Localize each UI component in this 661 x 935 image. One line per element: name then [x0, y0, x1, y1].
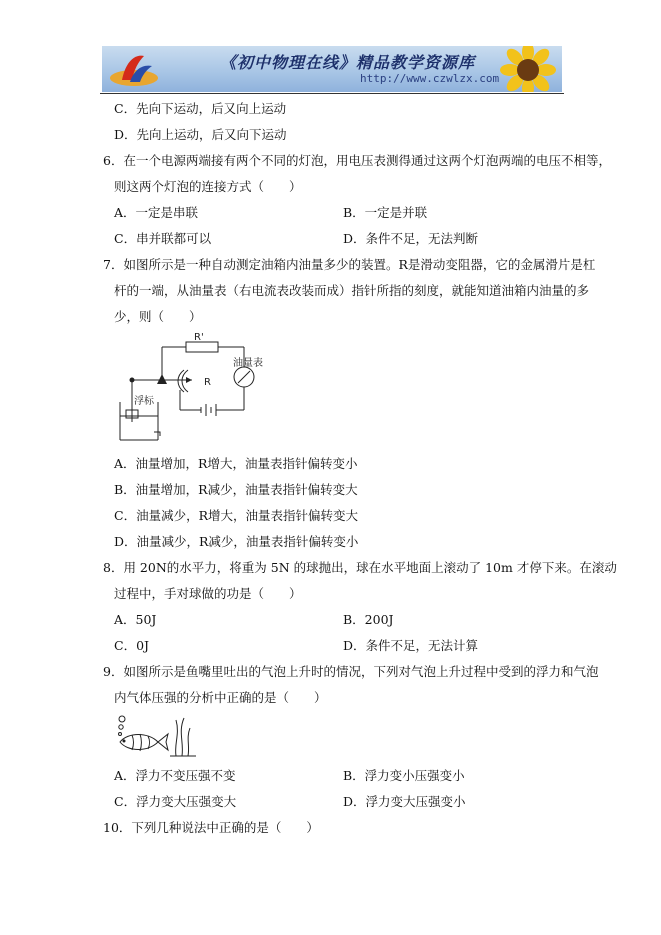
q5-option-d: D．先向上运动，后又向下运动: [114, 127, 287, 142]
label-r-prime: R': [194, 332, 204, 343]
q7-stem-line1: 7．如图所示是一种自动测定油箱内油量多少的装置。R是滑动变阻器，它的金属滑片是杠: [103, 257, 596, 272]
oil-gauge-circuit-diagram: [114, 330, 294, 445]
q6-option-b: B．一定是并联: [343, 205, 428, 220]
q7-option-a: A．油量增加，R增大，油量表指针偏转变小: [114, 456, 358, 471]
q6-stem-line1: 6．在一个电源两端接有两个不同的灯泡，用电压表测得通过这两个灯泡两端的电压不相等，: [103, 153, 611, 168]
header-url: http://www.czwlzx.com: [360, 72, 500, 85]
q6-option-a: A．一定是串联: [114, 205, 199, 220]
label-oil-meter: 油量表: [233, 358, 263, 369]
q7-option-d: D．油量减少，R减少，油量表指针偏转变小: [114, 534, 359, 549]
sunflower-icon: [498, 46, 558, 92]
q8-option-b: B．200J: [343, 612, 394, 627]
header-rule: [100, 93, 564, 94]
q8-option-d: D．条件不足，无法计算: [343, 638, 479, 653]
q6-stem-line2: 则这两个灯泡的连接方式（ ）: [114, 179, 302, 194]
q9-option-d: D．浮力变大压强变小: [343, 794, 466, 809]
q8-stem-line2: 过程中，手对球做的功是（ ）: [114, 586, 302, 601]
q9-option-a: A．浮力不变压强不变: [114, 768, 236, 783]
label-float: 浮标: [134, 396, 154, 407]
header-banner: [102, 46, 562, 92]
q7-stem-line2: 杆的一端，从油量表（右电流表改装而成）指针所指的刻度，就能知道油箱内油量的多: [114, 283, 590, 298]
q8-stem-line1: 8．用 20N的水平力，将重为 5N 的球抛出，球在水平地面上滚动了 10m 才停下来。在滚动: [103, 560, 617, 575]
q10-stem: 10．下列几种说法中正确的是（ ）: [103, 820, 319, 835]
q8-option-c: C．0J: [114, 638, 150, 653]
q9-stem-line1: 9．如图所示是鱼嘴里吐出的气泡上升时的情况，下列对气泡上升过程中受到的浮力和气泡: [103, 664, 599, 679]
logo-icon: [108, 50, 160, 88]
q7-stem-line3: 少，则（ ）: [114, 309, 202, 324]
q6-option-c: C．串并联都可以: [114, 231, 212, 246]
fish-bubbles-figure: [114, 712, 204, 760]
q5-option-c: C．先向下运动，后又向上运动: [114, 101, 287, 116]
q9-option-b: B．浮力变小压强变小: [343, 768, 465, 783]
q7-option-b: B．油量增加，R减少，油量表指针偏转变大: [114, 482, 358, 497]
label-r: R: [204, 377, 211, 388]
header-title: 《初中物理在线》精品教学资源库: [220, 53, 476, 72]
q9-stem-line2: 内气体压强的分析中正确的是（ ）: [114, 690, 327, 705]
q7-option-c: C．油量减少，R增大，油量表指针偏转变大: [114, 508, 358, 523]
q6-option-d: D．条件不足，无法判断: [343, 231, 479, 246]
q9-option-c: C．浮力变大压强变大: [114, 794, 237, 809]
q8-option-a: A．50J: [114, 612, 157, 627]
